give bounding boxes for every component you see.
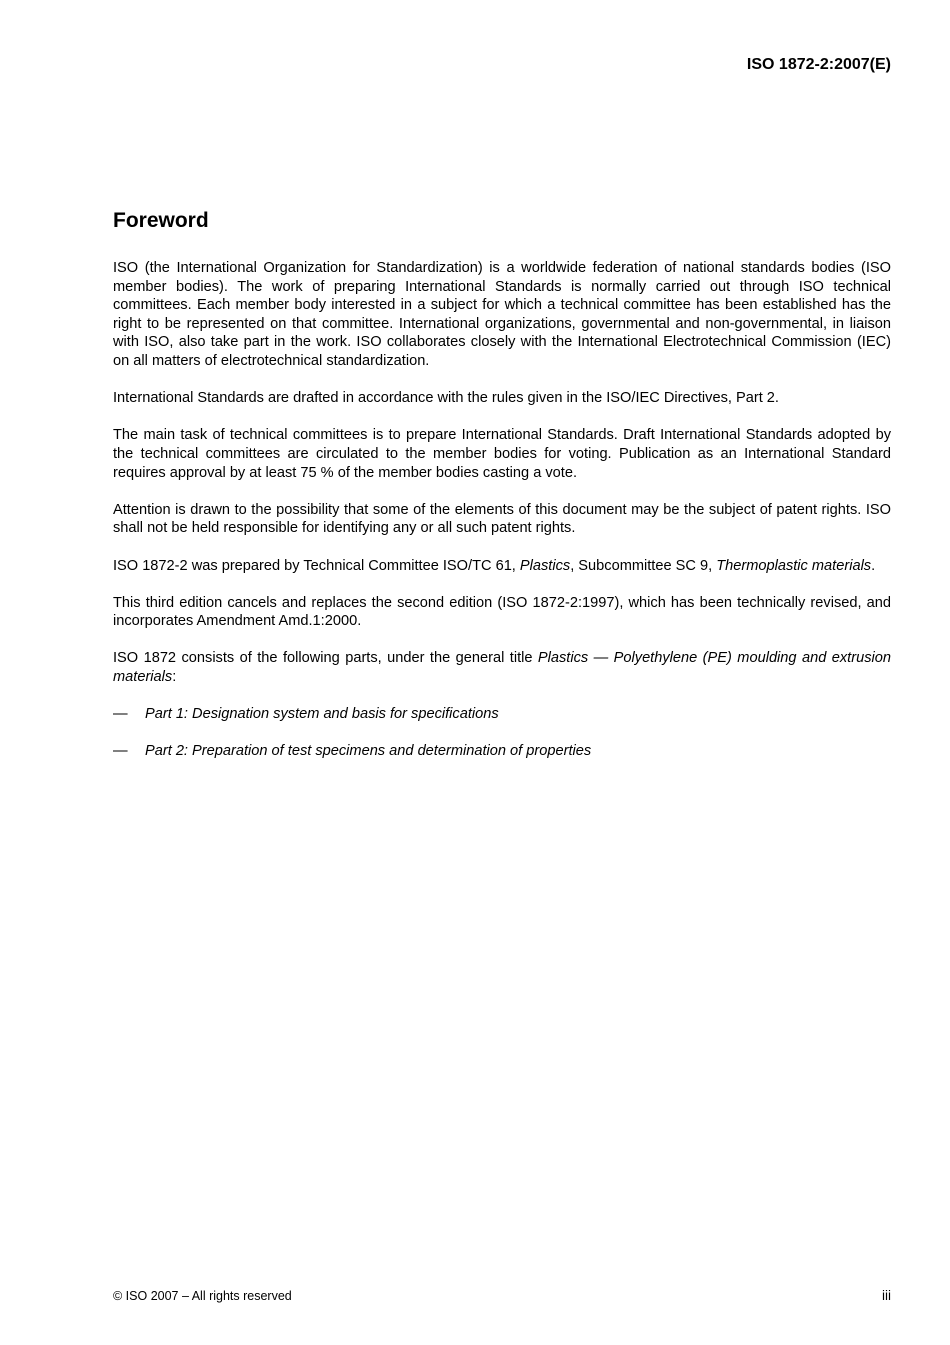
document-id: ISO 1872-2:2007(E) xyxy=(746,56,891,73)
subcommittee-text: , Subcommittee SC 9, xyxy=(570,557,717,574)
foreword-body xyxy=(113,259,891,780)
list-item-part-1 xyxy=(113,705,891,724)
subcommittee-name: Thermoplastic materials xyxy=(716,557,872,574)
general-title: Plastics — Polyethylene (PE) moulding and extrusion materials xyxy=(113,650,891,686)
paragraph-prepared-by xyxy=(113,557,891,576)
dash-bullet: — xyxy=(113,743,128,760)
colon-text: : xyxy=(172,669,177,686)
copyright-notice: © ISO 2007 – All rights reserved xyxy=(113,1289,292,1303)
period-text: . xyxy=(871,557,876,574)
dash-bullet: — xyxy=(113,706,128,723)
part-2-title: Part 2: Preparation of test specimens and determination of properties xyxy=(145,743,592,760)
prepared-by-text: ISO 1872-2 was prepared by Technical Committee ISO/TC 61, xyxy=(113,557,520,574)
paragraph-committees: The main task of technical committees is to prepare International Standards. Draft International Standards adopted by the technical committees are circulated to the member bodies for voting. Publication as an International Standard requires approval by at least 75 % of the member bodies casting a vote. xyxy=(113,427,891,481)
parts-intro-text: ISO 1872 consists of the following parts, under the general title xyxy=(113,650,538,667)
page-title: Foreword xyxy=(113,209,209,232)
committee-name: Plastics xyxy=(519,557,571,574)
paragraph-directives: International Standards are drafted in accordance with the rules given in the ISO/IEC Directives, Part 2. xyxy=(113,390,779,407)
paragraph-patent: Attention is drawn to the possibility that some of the elements of this document may be the subject of patent rights. ISO shall not be held responsible for identifying any or all such patent rights. xyxy=(113,501,891,537)
paragraph-parts xyxy=(113,649,891,686)
page-number: iii xyxy=(882,1288,891,1303)
paragraph-iso-intro: ISO (the International Organization for Standardization) is a worldwide federation of national standards bodies (ISO member bodies). The work of preparing International Standards is normally carried out through ISO technical committees. Each member body interested in a subject for which a technical committee has been established has the right to be represented on that committee. International organizations, governmental and non-governmental, in liaison with ISO, also take part in the work. ISO collaborates closely with the International Electrotechnical Commission (IEC) on all matters of electrotechnical standardization. xyxy=(113,260,891,369)
part-1-title: Part 1: Designation system and basis for specifications xyxy=(145,706,499,723)
list-item-part-2 xyxy=(113,742,891,761)
paragraph-edition: This third edition cancels and replaces the second edition (ISO 1872-2:1997), which has been technically revised, and incorporates Amendment Amd.1:2000. xyxy=(113,594,891,630)
